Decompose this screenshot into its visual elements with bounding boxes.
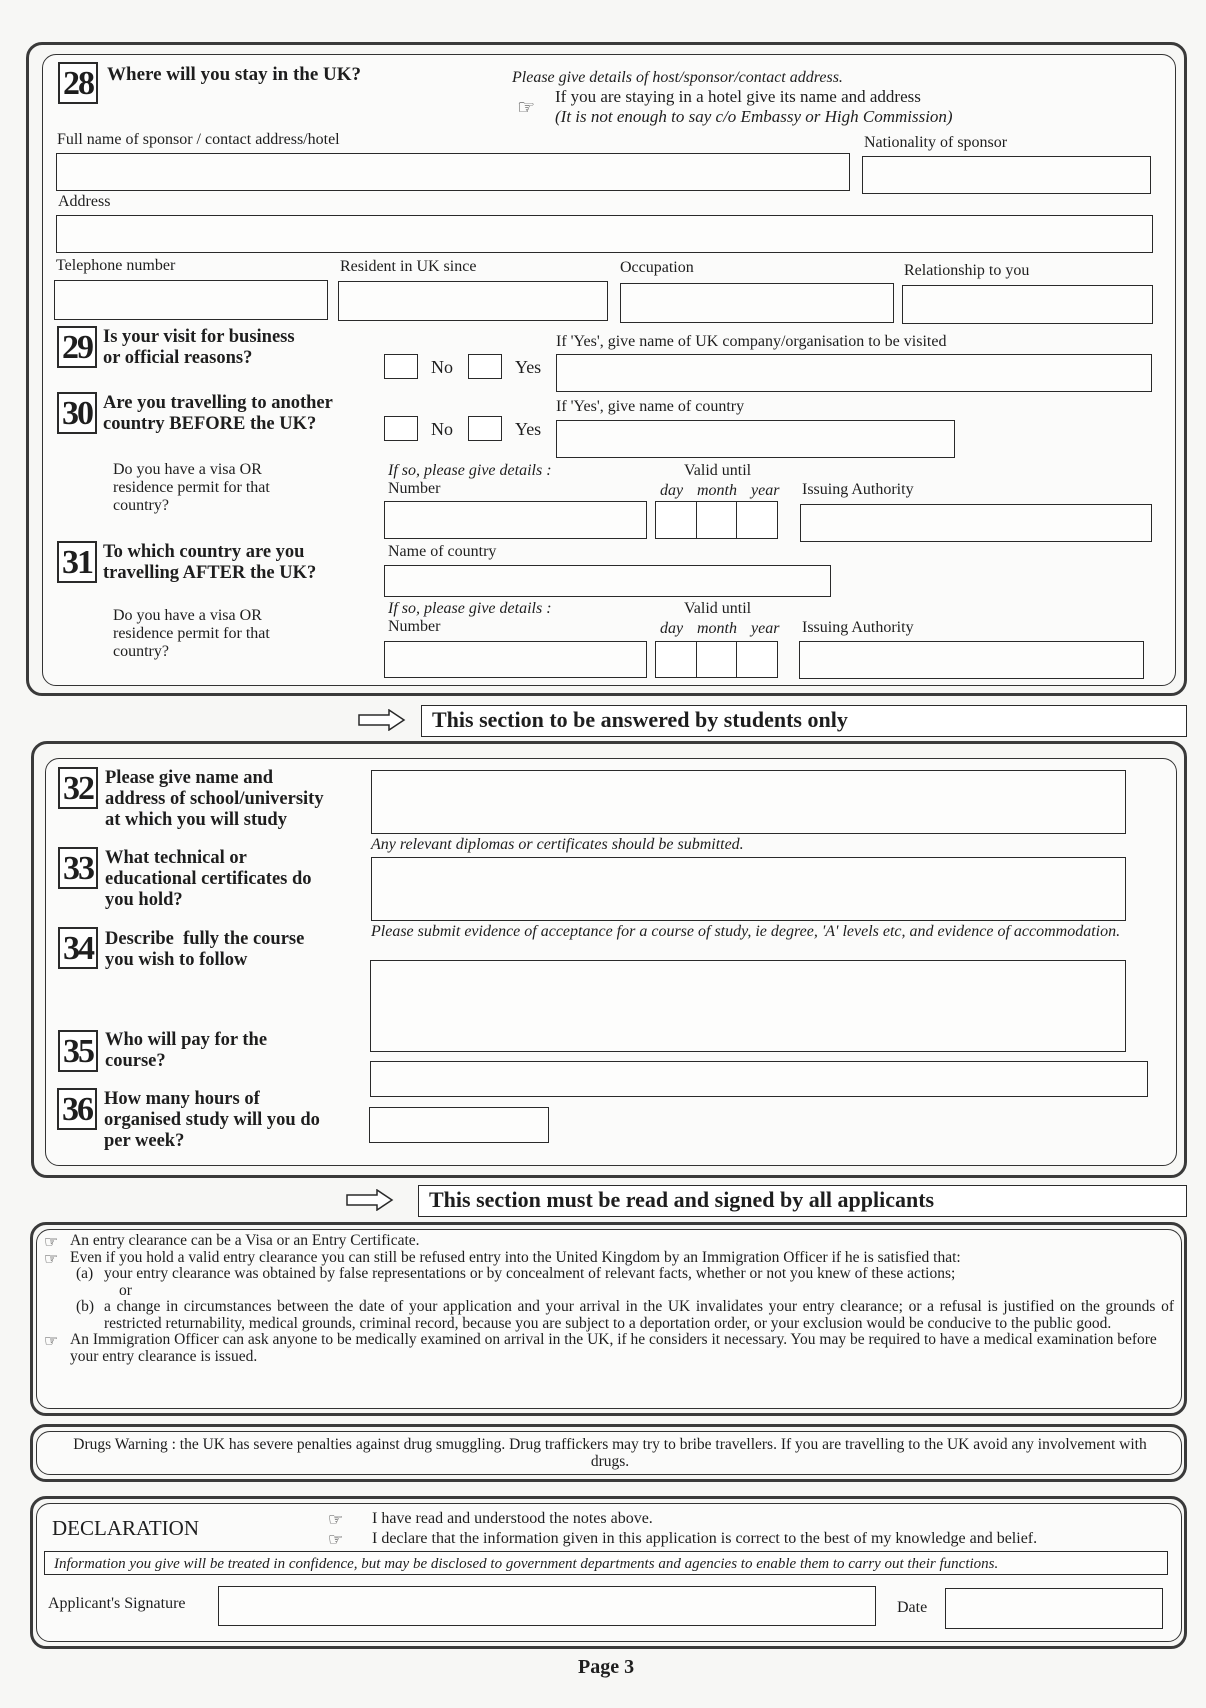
sponsor-nationality-label: Nationality of sponsor bbox=[864, 134, 1008, 151]
question-number-33: 33 bbox=[58, 847, 98, 889]
question-28-text: Where will you stay in the UK? bbox=[107, 64, 362, 85]
arrow-right-icon bbox=[345, 1189, 395, 1211]
q31-month-field[interactable] bbox=[696, 641, 738, 678]
q30-country-field[interactable] bbox=[556, 420, 955, 458]
q31-valid-until-date bbox=[655, 641, 777, 678]
question-35-line1: Who will pay for the bbox=[105, 1030, 268, 1050]
occupation-field[interactable] bbox=[620, 283, 894, 323]
resident-since-label: Resident in UK since bbox=[340, 258, 477, 275]
certificates-field[interactable] bbox=[371, 857, 1126, 921]
q30-visa-number-field[interactable] bbox=[384, 501, 647, 539]
question-33-line3: you hold? bbox=[105, 890, 183, 910]
q30-if-so-label: If so, please give details : bbox=[388, 462, 552, 479]
q28-hotel-note: If you are staying in a hotel give its name and address bbox=[555, 87, 921, 106]
school-address-field[interactable] bbox=[371, 770, 1126, 834]
question-29-line2: or official reasons? bbox=[103, 348, 253, 368]
q30-issuing-field[interactable] bbox=[800, 504, 1152, 542]
entry-clearance-notes bbox=[44, 1233, 1174, 1365]
q31-country-label: Name of country bbox=[388, 543, 497, 560]
question-36-line2: organised study will you do bbox=[104, 1110, 320, 1130]
question-30-line2: country BEFORE the UK? bbox=[103, 414, 317, 434]
confidentiality-text: Information you give will be treated in confidence, but may be disclosed to government departments and agencies to enable them to carry out their functions. bbox=[54, 1556, 999, 1572]
pointing-hand-icon: ☜ bbox=[517, 95, 535, 119]
q29-yes-label: Yes bbox=[515, 357, 542, 377]
question-33-line2: educational certificates do bbox=[105, 869, 312, 889]
note-a-text: your entry clearance was obtained by false representations or by concealment of relevant facts, whether or not you knew of these actions; bbox=[104, 1265, 956, 1282]
q29-company-field[interactable] bbox=[556, 354, 1152, 392]
note-1 bbox=[44, 1233, 1174, 1250]
question-33-line1: What technical or bbox=[105, 848, 247, 868]
question-29-line1: Is your visit for business bbox=[103, 327, 295, 347]
relationship-label: Relationship to you bbox=[904, 262, 1030, 279]
question-32-line1: Please give name and bbox=[105, 768, 274, 788]
q30-day-label: day bbox=[660, 482, 684, 499]
note-a bbox=[44, 1266, 1174, 1283]
q31-month-label: month bbox=[697, 620, 737, 637]
telephone-label: Telephone number bbox=[56, 257, 176, 274]
q30-day-field[interactable] bbox=[655, 501, 697, 539]
q31-visa-number-field[interactable] bbox=[384, 641, 647, 678]
q31-year-label: year bbox=[751, 620, 780, 637]
question-31-line2: travelling AFTER the UK? bbox=[103, 563, 317, 583]
signature-label: Applicant's Signature bbox=[48, 1595, 186, 1612]
note-1-text: An entry clearance can be a Visa or an Entry Certificate. bbox=[70, 1232, 420, 1249]
question-number-34: 34 bbox=[58, 927, 98, 969]
course-description-field[interactable] bbox=[370, 960, 1126, 1052]
question-number-31: 31 bbox=[57, 541, 97, 583]
pointing-hand-icon: ☜ bbox=[328, 1510, 344, 1530]
q31-country-field[interactable] bbox=[384, 565, 831, 597]
q29-no-checkbox[interactable] bbox=[384, 354, 418, 379]
q30-month-label: month bbox=[697, 482, 737, 499]
note-b-text: a change in circumstances between the date of your application and your arrival in the UK invalidates your entry clearance; or a refusal is justified on the grounds of restricted returnability, medical grounds, criminal record, because you are subject to a deportation order, or your exclusion would be conducive to the public good. bbox=[104, 1298, 1174, 1332]
question-36-line3: per week? bbox=[104, 1131, 185, 1151]
q30-number-label: Number bbox=[388, 480, 441, 497]
question-number-32: 32 bbox=[58, 767, 98, 809]
note-3-text: An Immigration Officer can ask anyone to be medically examined on arrival in the UK, if he considers it necessary. You may be required to have a medical examination before your entry clearance is issued. bbox=[70, 1331, 1157, 1365]
question-number-36: 36 bbox=[57, 1088, 97, 1130]
q31-visa-question-1: Do you have a visa OR bbox=[113, 607, 262, 624]
q30-no-label: No bbox=[431, 419, 453, 439]
sponsor-name-label: Full name of sponsor / contact address/hotel bbox=[57, 131, 340, 148]
sponsor-nationality-field[interactable] bbox=[862, 156, 1151, 194]
address-field[interactable] bbox=[56, 215, 1153, 253]
q30-yes-label: Yes bbox=[515, 419, 542, 439]
question-34-line1: Describe fully the course bbox=[105, 929, 305, 949]
q31-if-so-label: If so, please give details : bbox=[388, 600, 552, 617]
q28-embassy-note: (It is not enough to say c/o Embassy or High Commission) bbox=[555, 107, 953, 126]
q31-year-field[interactable] bbox=[736, 641, 778, 678]
course-payer-field[interactable] bbox=[370, 1061, 1148, 1097]
q31-number-label: Number bbox=[388, 618, 441, 635]
q34-evidence-note: Please submit evidence of acceptance for a course of study, ie degree, 'A' levels etc, and evidence of accommodation. bbox=[371, 923, 1121, 940]
students-section-banner: This section to be answered by students only bbox=[421, 705, 1187, 737]
q31-day-label: day bbox=[660, 620, 684, 637]
note-b-label: (b) bbox=[76, 1298, 95, 1315]
q30-no-checkbox[interactable] bbox=[384, 416, 418, 441]
page-number: Page 3 bbox=[578, 1656, 635, 1678]
q31-visa-question-2: residence permit for that bbox=[113, 625, 270, 642]
q30-visa-question-2: residence permit for that bbox=[113, 479, 270, 496]
q30-month-field[interactable] bbox=[696, 501, 738, 539]
resident-since-field[interactable] bbox=[338, 281, 608, 321]
q30-visa-question-1: Do you have a visa OR bbox=[113, 461, 262, 478]
q30-issuing-label: Issuing Authority bbox=[802, 481, 914, 498]
q30-valid-until-date bbox=[655, 501, 777, 539]
question-32-line2: address of school/university bbox=[105, 789, 324, 809]
address-label: Address bbox=[58, 193, 111, 210]
note-2 bbox=[44, 1250, 1174, 1267]
q33-diplomas-note: Any relevant diplomas or certificates should be submitted. bbox=[371, 836, 744, 853]
occupation-label: Occupation bbox=[620, 259, 694, 276]
pointing-hand-icon: ☜ bbox=[44, 1248, 59, 1268]
telephone-field[interactable] bbox=[54, 280, 328, 320]
note-3 bbox=[44, 1332, 1174, 1365]
question-number-35: 35 bbox=[58, 1030, 98, 1072]
q30-year-field[interactable] bbox=[736, 501, 778, 539]
q30-yes-checkbox[interactable] bbox=[468, 416, 502, 441]
q29-if-yes-label: If 'Yes', give name of UK company/organisation to be visited bbox=[556, 333, 947, 350]
note-or: or bbox=[119, 1281, 132, 1299]
note-a-label: (a) bbox=[76, 1265, 94, 1282]
pointing-hand-icon: ☜ bbox=[44, 1331, 59, 1350]
question-31-line1: To which country are you bbox=[103, 542, 305, 562]
question-32-line3: at which you will study bbox=[105, 810, 287, 830]
q29-no-label: No bbox=[431, 357, 453, 377]
declaration-statement-2: I declare that the information given in this application is correct to the best of my knowledge and belief. bbox=[372, 1530, 1038, 1547]
question-36-line1: How many hours of bbox=[104, 1089, 260, 1109]
question-35-line2: course? bbox=[105, 1051, 166, 1071]
q31-visa-question-3: country? bbox=[113, 643, 169, 660]
sponsor-name-field[interactable] bbox=[56, 153, 850, 191]
question-number-30: 30 bbox=[57, 392, 97, 434]
question-34-line2: you wish to follow bbox=[105, 950, 248, 970]
q30-if-yes-label: If 'Yes', give name of country bbox=[556, 398, 745, 415]
pointing-hand-icon: ☜ bbox=[328, 1530, 344, 1550]
q28-instruction: Please give details of host/sponsor/contact address. bbox=[512, 69, 843, 86]
question-number-29: 29 bbox=[57, 326, 97, 368]
q29-yes-checkbox[interactable] bbox=[468, 354, 502, 379]
all-applicants-banner: This section must be read and signed by all applicants bbox=[418, 1185, 1187, 1217]
q31-issuing-label: Issuing Authority bbox=[802, 619, 914, 636]
drugs-warning-text: Drugs Warning : the UK has severe penalties against drug smuggling. Drug traffickers may try to bribe travellers. If you are travelling to the UK avoid any involvement with drugs. bbox=[73, 1436, 1147, 1470]
relationship-field[interactable] bbox=[902, 285, 1153, 324]
q31-day-field[interactable] bbox=[655, 641, 697, 678]
signature-field[interactable] bbox=[218, 1586, 876, 1626]
date-field[interactable] bbox=[945, 1588, 1163, 1629]
study-hours-field[interactable] bbox=[369, 1107, 549, 1143]
note-2-text: Even if you hold a valid entry clearance you can still be refused entry into the United Kingdom by an Immigration Officer if he is satisfied that: bbox=[70, 1248, 961, 1266]
pointing-hand-icon: ☜ bbox=[44, 1232, 59, 1251]
declaration-statement-1: I have read and understood the notes above. bbox=[372, 1510, 653, 1527]
date-label: Date bbox=[897, 1599, 928, 1616]
question-number-28: 28 bbox=[58, 62, 98, 104]
q30-valid-until-label: Valid until bbox=[684, 462, 752, 479]
q30-visa-question-3: country? bbox=[113, 497, 169, 514]
arrow-right-icon bbox=[357, 709, 407, 731]
declaration-title: DECLARATION bbox=[52, 1516, 199, 1540]
q30-year-label: year bbox=[751, 482, 780, 499]
note-b bbox=[44, 1299, 1174, 1332]
q31-issuing-field[interactable] bbox=[799, 641, 1144, 679]
question-30-line1: Are you travelling to another bbox=[103, 393, 333, 413]
q31-valid-until-label: Valid until bbox=[684, 600, 752, 617]
